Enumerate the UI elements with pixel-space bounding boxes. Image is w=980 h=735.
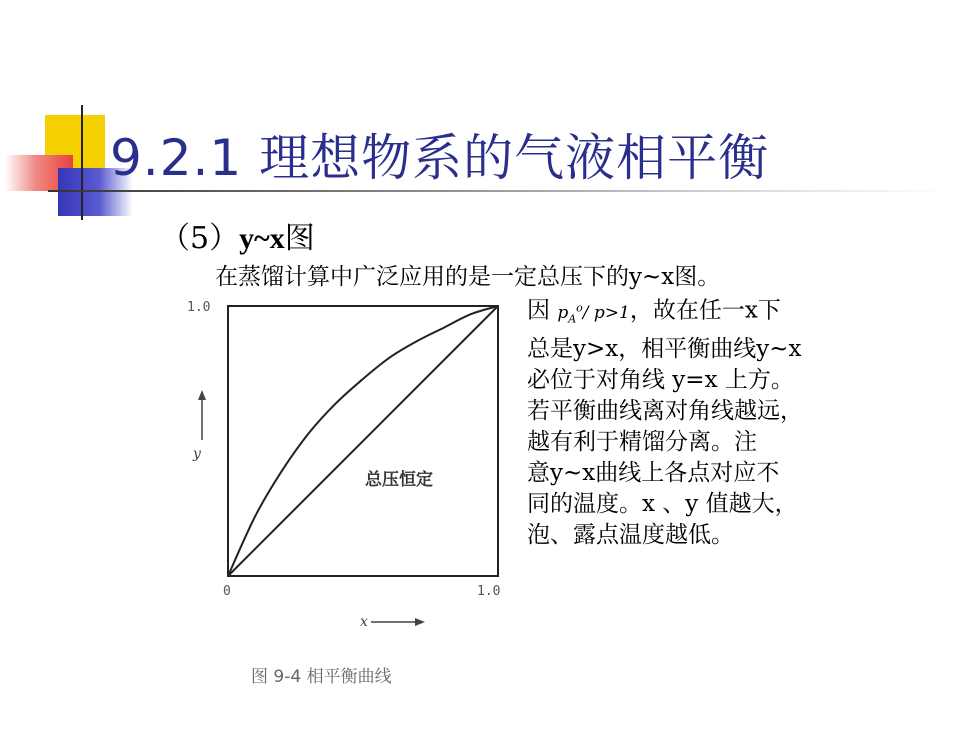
para-line1-suffix: ，故在任一x下 [629, 297, 781, 324]
para-line: 同的温度。x 、y 值越大， [527, 491, 798, 518]
para-line1-prefix: 因 [527, 297, 550, 324]
subtitle-suffix: 图 [284, 221, 315, 256]
subtitle-bold: y~x [239, 222, 285, 255]
subtitle-prefix: （5） [160, 221, 240, 256]
para-line: 若平衡曲线离对角线越远， [527, 398, 803, 425]
x-tick-label-end: 1.0 [477, 584, 501, 599]
diagonal-line [228, 306, 498, 576]
para-line: 意y~x曲线上各点对应不 [527, 460, 780, 487]
intro-text: 在蒸馏计算中广泛应用的是一定总压下的y~x图。 [215, 264, 721, 290]
series-layer [228, 306, 498, 576]
formula-sup: o [576, 301, 583, 314]
y-axis-label: y [193, 446, 201, 462]
para-line: 必位于对角线 y=x 上方。 [527, 367, 794, 394]
y-tick-label: 1.0 [187, 300, 211, 315]
para-line-1 [527, 292, 803, 334]
equilibrium-chart [185, 290, 515, 700]
formula-rest: / p>1 [582, 302, 630, 323]
deco-vertical-line [81, 105, 83, 220]
deco-horizontal-line [48, 190, 948, 192]
formula [557, 301, 630, 326]
section-subtitle [160, 213, 315, 257]
para-line: 泡、露点温度越低。 [527, 522, 734, 549]
page-title: 9.2.1 理想物系的气液相平衡 [110, 129, 770, 187]
para-line: 总是y>x，相平衡曲线y~x [527, 336, 802, 363]
x-axis-label: x [360, 614, 368, 630]
x-axis-arrow [371, 618, 425, 626]
chart-annotation: 总压恒定 [365, 470, 433, 490]
formula-p: p [557, 302, 569, 323]
x-tick-label-start: 0 [223, 584, 231, 599]
formula-sub: A [568, 312, 577, 326]
para-line: 越有利于精馏分离。注 [527, 429, 757, 456]
explanation-paragraph [527, 292, 803, 551]
y-axis-arrow [198, 390, 206, 440]
chart-caption: 图 9-4 相平衡曲线 [251, 667, 392, 687]
